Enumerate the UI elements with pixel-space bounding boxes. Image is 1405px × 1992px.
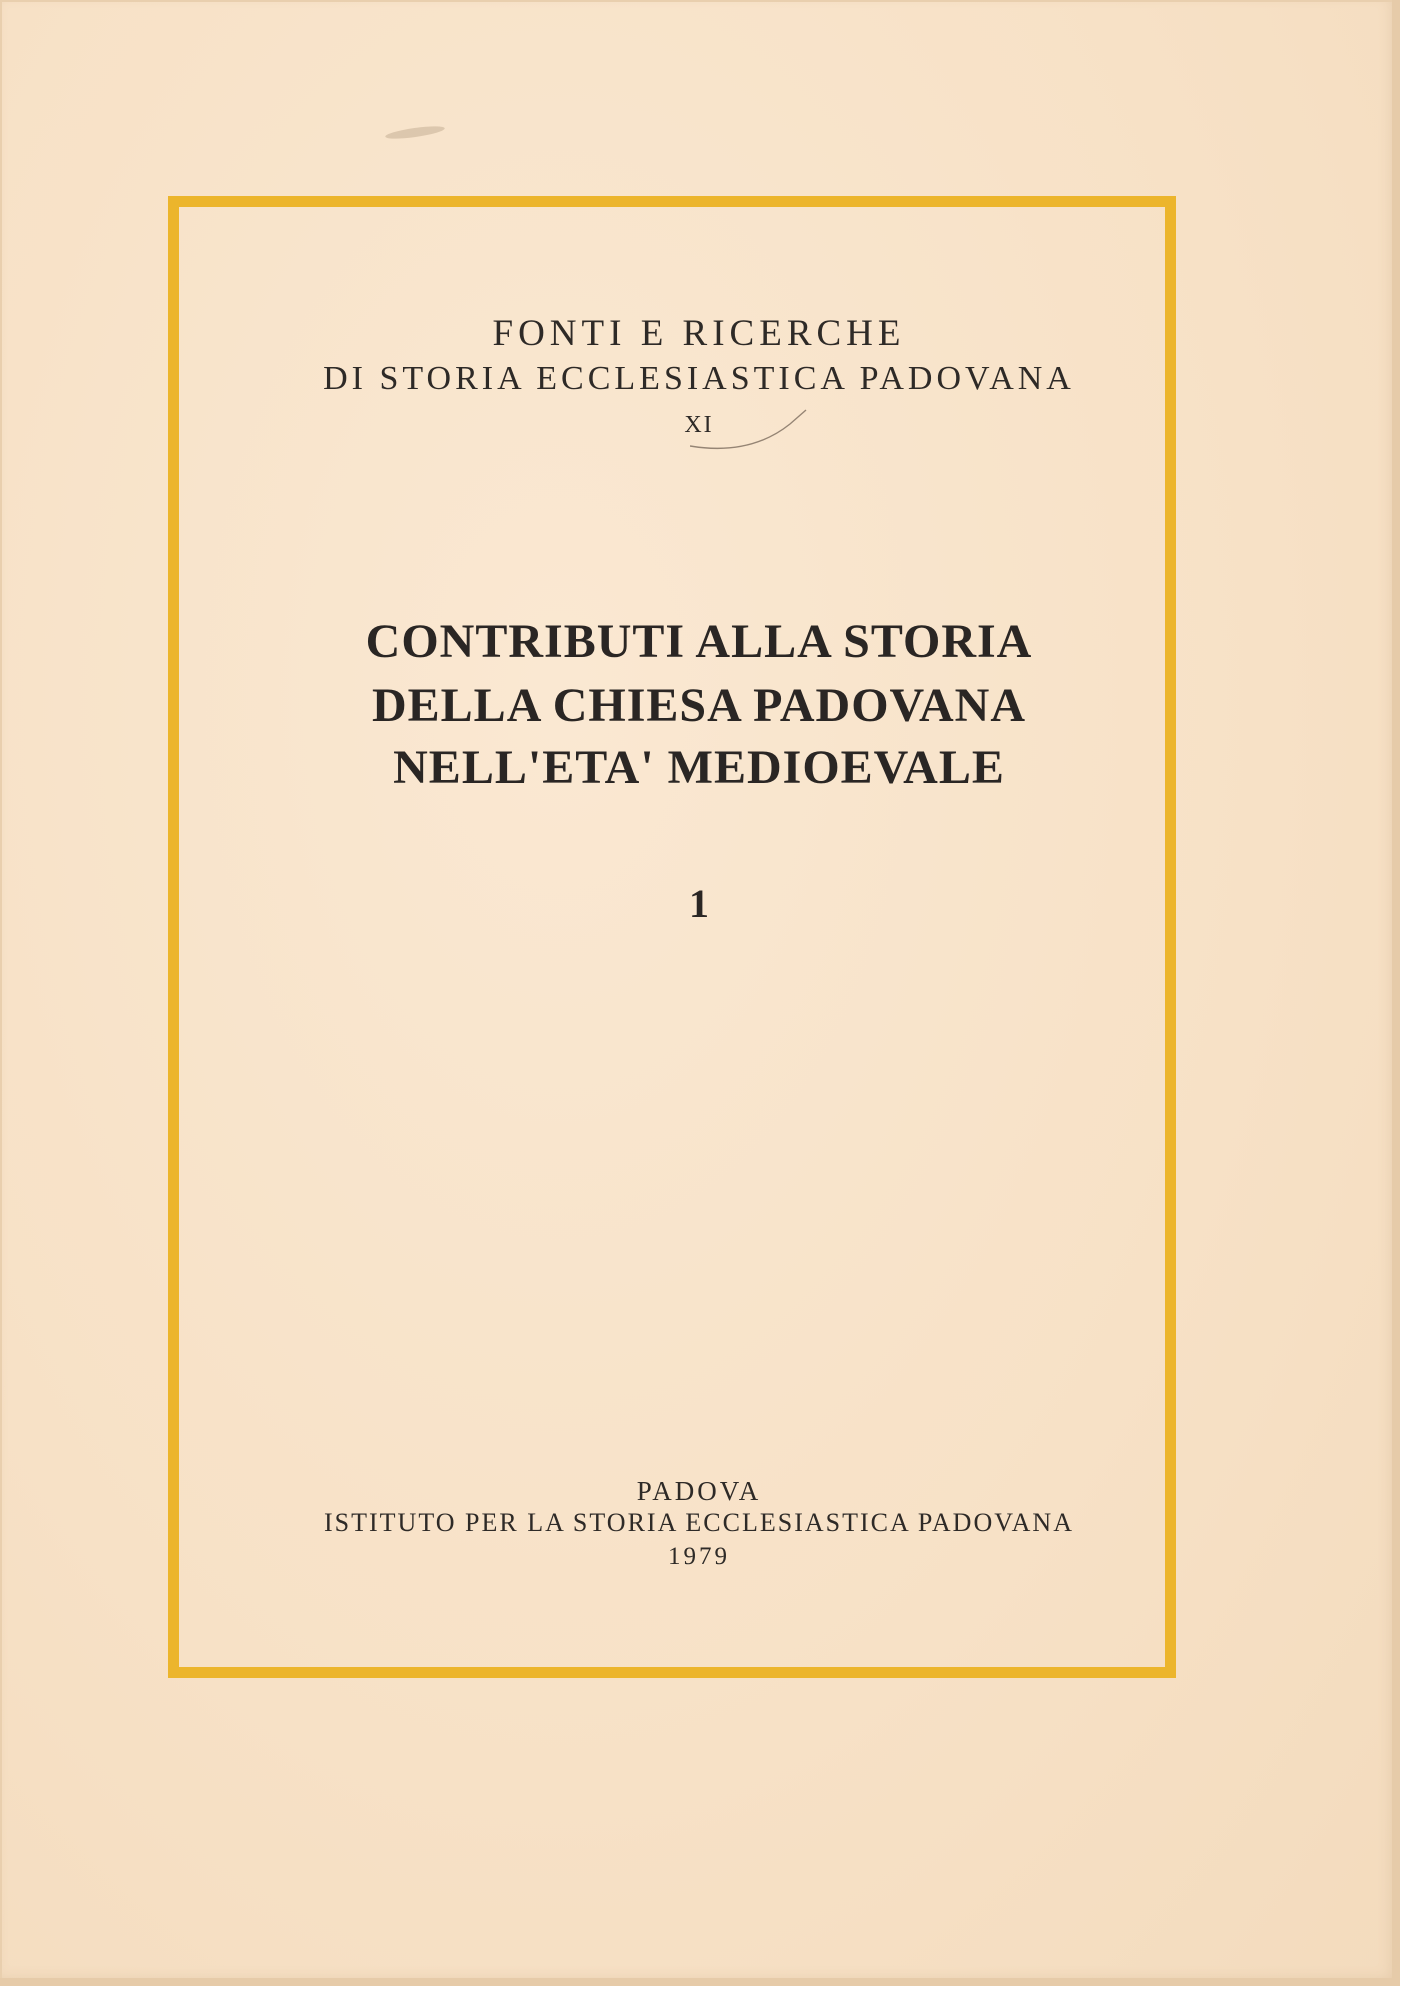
imprint-year: 1979 — [668, 1543, 730, 1570]
imprint-place: PADOVA — [636, 1476, 762, 1506]
paper-stain — [385, 124, 446, 141]
imprint-publisher: ISTITUTO PER LA STORIA ECCLESIASTICA PADOVANA — [324, 1508, 1074, 1537]
series-title-line2: DI STORIA ECCLESIASTICA PADOVANA — [323, 360, 1075, 397]
pen-stroke-mark — [690, 404, 810, 454]
series-title-line1: FONTI E RICERCHE — [492, 313, 906, 354]
cover-edge-right — [1392, 0, 1400, 1986]
book-title-line2: DELLA CHIESA PADOVANA — [371, 679, 1027, 732]
series-number: XI — [684, 412, 714, 438]
book-title-line1: CONTRIBUTI ALLA STORIA — [365, 615, 1033, 668]
cover-edge-bottom — [0, 1978, 1400, 1986]
book-title-line3: NELL'ETA' MEDIOEVALE — [393, 741, 1005, 794]
volume-number: 1 — [689, 881, 709, 926]
